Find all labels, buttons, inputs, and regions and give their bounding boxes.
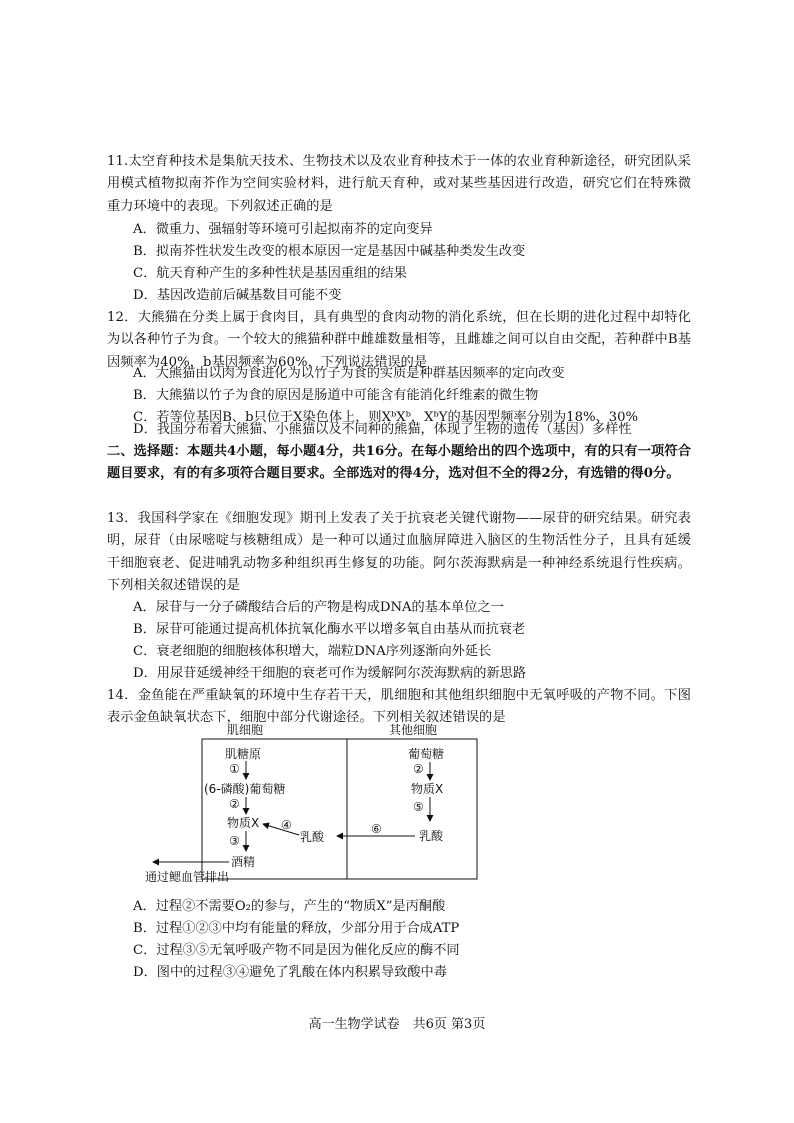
label-step-3: ③	[229, 834, 240, 848]
node-lactic-left: 乳酸	[300, 830, 325, 844]
q13-option-a: A．尿苷与一分子磷酸结合后的产物是构成DNA的基本单位之一	[133, 600, 504, 615]
node-alcohol: 酒精	[231, 855, 256, 869]
q11-option-b: B．拟南芥性状发生改变的根本原因一定是基因中碱基种类发生改变	[133, 244, 526, 259]
node-lactic-right: 乳酸	[419, 829, 444, 843]
q14-option-a: A．过程②不需要O₂的参与，产生的“物质X”是丙酮酸	[133, 899, 446, 914]
metabolism-diagram-svg	[145, 723, 485, 888]
label-step-1: ①	[229, 762, 240, 776]
q13-option-c: C．衰老细胞的细胞核体积增大，端粒DNA序列逐渐向外延长	[133, 644, 492, 659]
label-step-6: ⑥	[371, 822, 382, 836]
q12-option-d: D．我国分布着大熊猫、小熊猫以及不同种的熊猫，体现了生物的遗传（基因）多样性	[133, 422, 632, 437]
q13-option-d: D．用尿苷延缓神经干细胞的衰老可作为缓解阿尔茨海默病的新思路	[133, 666, 527, 681]
q14-option-d: D．图中的过程③④避免了乳酸在体内积累导致酸中毒	[133, 965, 447, 980]
q14-stem: 14．金鱼能在严重缺氧的环境中生存若干天，肌细胞和其他组织细胞中无氧呼吸的产物不同。下图表示金鱼缺氧状态下，细胞中部分代谢途径。下列相关叙述错误的是	[107, 688, 691, 726]
node-glucose-right: 葡萄糖	[408, 747, 445, 761]
page-footer: 高一生物学试卷 共6页 第3页	[308, 1017, 486, 1032]
node-substance-x-left: 物质X	[227, 816, 260, 830]
q12-option-a: A．大熊猫由以肉为食进化为以竹子为食的实质是种群基因频率的定向改变	[133, 366, 565, 381]
q11-option-c: C．航天育种产生的多种性状是基因重组的结果	[133, 266, 407, 281]
node-phospho-glucose: (6-磷酸)葡萄糖	[204, 782, 286, 796]
node-muscle-glycogen: 肌糖原	[225, 747, 262, 761]
metabolism-diagram	[145, 723, 485, 888]
q11-stem: 11.太空育种技术是集航天技术、生物技术以及农业育种技术于一体的农业育种新途径，研究团队采用模式植物拟南芥作为空间实验材料，进行航天育种，或对某些基因进行改造，研究它们在特殊微重力环境中的表现。下列叙述正确的是	[107, 154, 691, 214]
q12-stem: 12．大熊猫在分类上属于食肉目，具有典型的食肉动物的消化系统，但在长期的进化过程中却特化为以各种竹子为食。一个较大的熊猫种群中雌雄数量相等，且雌雄之间可以自由交配，若种群中B基因频率为40%，b基因频率为60%，下列说法错误的是	[107, 310, 691, 370]
section-2-heading: 二、选择题：本题共4小题，每小题4分，共16分。在每小题给出的四个选项中，有的只有一项符合题目要求，有的有多项符合题目要求。全部选对的得4分，选对但不全的得2分，有选错的得0分。	[107, 444, 691, 482]
q13-option-b: B．尿苷可能通过提高机体抗氧化酶水平以增多氧自由基从而抗衰老	[133, 622, 526, 637]
label-step-2-right: ②	[413, 762, 424, 776]
label-step-5: ⑤	[413, 800, 424, 814]
label-step-2-left: ②	[229, 797, 240, 811]
label-gill-exit: 通过鳃血管排出	[145, 870, 230, 884]
header-muscle-cell: 肌细胞	[226, 723, 264, 737]
header-other-cells: 其他细胞	[388, 723, 438, 737]
q11-option-d: D．基因改造前后碱基数目可能不变	[133, 288, 342, 303]
q11-option-a: A．微重力、强辐射等环境可引起拟南芥的定向变异	[133, 222, 433, 237]
q14-option-b: B．过程①②③中均有能量的释放，少部分用于合成ATP	[133, 921, 460, 936]
q13-stem: 13．我国科学家在《细胞发现》期刊上发表了关于抗衰老关键代谢物——尿苷的研究结果。研究表明，尿苷（由尿嘧啶与核糖组成）是一种可以通过血脑屏障进入脑区的生物活性分子，且具有延缓干细胞衰老、促进哺乳动物多种组织再生修复的功能。阿尔茨海默病是一种神经系统退行性疾病。下列相关叙述错误的是	[107, 511, 691, 593]
q12-option-b: B．大熊猫以竹子为食的原因是肠道中可能含有能消化纤维素的微生物	[133, 388, 539, 403]
q12-option-c: C．若等位基因B、b只位于X染色体上，则XᵇXᵇ，XᵇY的基因型频率分别为18%、30%	[133, 410, 638, 425]
label-step-4: ④	[281, 818, 292, 832]
node-substance-x-right: 物质X	[411, 782, 444, 796]
q14-option-c: C．过程③⑤无氧呼吸产物不同是因为催化反应的酶不同	[133, 943, 460, 958]
